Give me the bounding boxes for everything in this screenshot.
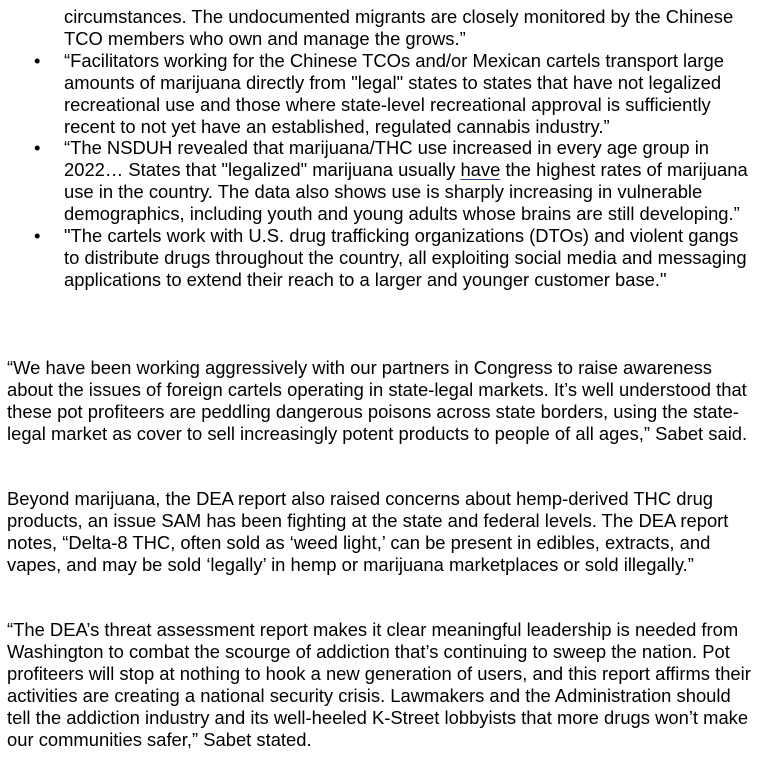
bullet-text-before: “The NSDUH revealed that marijuana/THC use increased in every age group in 2022… States that "legalized" marijuana usually: [64, 137, 710, 181]
bullet-marker: •: [34, 137, 41, 159]
bullet-text: "The cartels work with U.S. drug trafficking organizations (DTOs) and violent gangs to distribute drugs throughout the country, all exploiting social media and messaging applications to extend their reach to a larger and younger customer base.": [64, 225, 747, 290]
bullet-item-cartels: [0, 225, 757, 291]
bullet-text-after: the highest rates of marijuana use in the country. The data also shows use is sharply increasing in vulnerable demographics, including youth and young adults whose brains are still developing.”: [64, 159, 748, 225]
bullet-text: circumstances. The undocumented migrants are closely monitored by the Chinese TCO members who own and manage the grows.”: [64, 6, 734, 49]
paragraph-hemp-thc: Beyond marijuana, the DEA report also raised concerns about hemp-derived THC drug products, an issue SAM has been fighting at the state and federal levels. The DEA report notes, “Delta-8 THC, often sold as ‘weed light,’ can be present in edibles, extracts, and vapes, and may be sold ‘legally’ in hemp or marijuana marketplaces or sold illegally.”: [7, 488, 729, 575]
paragraph-sabet-stated: “The DEA’s threat assessment report makes it clear meaningful leadership is needed from Washington to combat the scourge of addiction that’s continuing to sweep the nation. Pot profiteers will stop at nothing to hook a new generation of users, and this report affirms their activities are creating a national security crisis. Lawmakers and the Administration should tell the addiction industry and its well-heeled K-Street lobbyists that more drugs won’t make our communities safer,” Sabet stated.: [7, 619, 751, 750]
paragraph-sabet-said: “We have been working aggressively with our partners in Congress to raise awareness about the issues of foreign cartels operating in state-legal markets. It’s well understood that these pot profiteers are peddling dangerous poisons across state borders, using the state-legal market as cover to sell increasingly potent products to people of all ages,” Sabet said.: [7, 357, 748, 444]
bullet-text: “Facilitators working for the Chinese TCOs and/or Mexican cartels transport large amounts of marijuana directly from "legal" states to states that have not legalized recreational use and those where state-level recreational approval is sufficiently recent to not yet have an established, regulated cannabis industry.”: [64, 49, 724, 137]
bullet-marker: •: [34, 49, 41, 71]
bullet-item-nsduh: [0, 137, 757, 225]
bullet-marker: •: [34, 225, 41, 247]
bullet-item-facilitators: [0, 50, 757, 138]
bullet-item-continued: [0, 6, 757, 50]
quote-bullet-list: [0, 6, 757, 291]
grammar-flagged-word[interactable]: have: [460, 159, 501, 181]
